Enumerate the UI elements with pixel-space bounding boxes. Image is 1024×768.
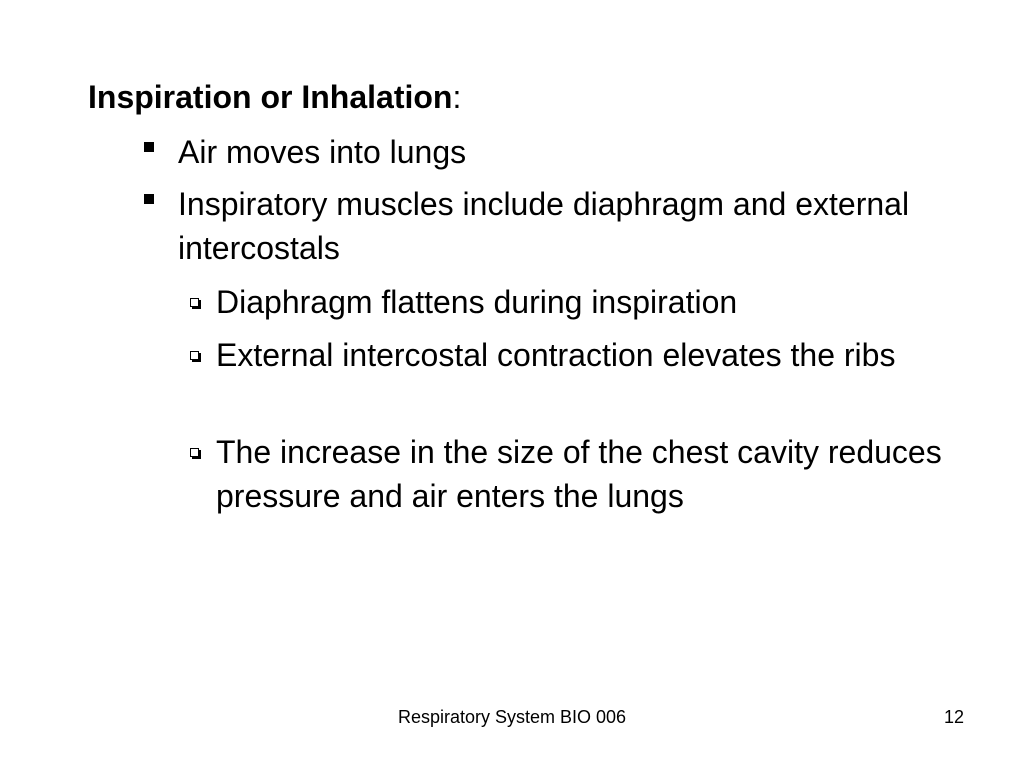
sub-bullet-text: The increase in the size of the chest cavity reduces pressure and air enters the lungs bbox=[216, 434, 942, 514]
slide-heading bbox=[88, 76, 461, 118]
bullet-text: Air moves into lungs bbox=[178, 134, 467, 170]
hollow-square-bullet-icon bbox=[190, 298, 199, 307]
heading-title: Inspiration or Inhalation bbox=[88, 79, 453, 115]
bullet-text: Inspiratory muscles include diaphragm and external intercostals bbox=[178, 186, 910, 266]
square-bullet-icon bbox=[144, 142, 154, 152]
sub-bullet-text: Diaphragm flattens during inspiration bbox=[216, 284, 738, 320]
hollow-square-bullet-icon bbox=[190, 448, 199, 457]
page-number: 12 bbox=[943, 707, 964, 727]
heading-colon: : bbox=[452, 79, 462, 115]
hollow-square-bullet-icon bbox=[190, 351, 199, 360]
square-bullet-icon bbox=[144, 194, 154, 204]
footer-title: Respiratory System BIO 006 bbox=[397, 707, 627, 727]
sub-bullet-text: External intercostal contraction elevates the ribs bbox=[216, 337, 896, 373]
